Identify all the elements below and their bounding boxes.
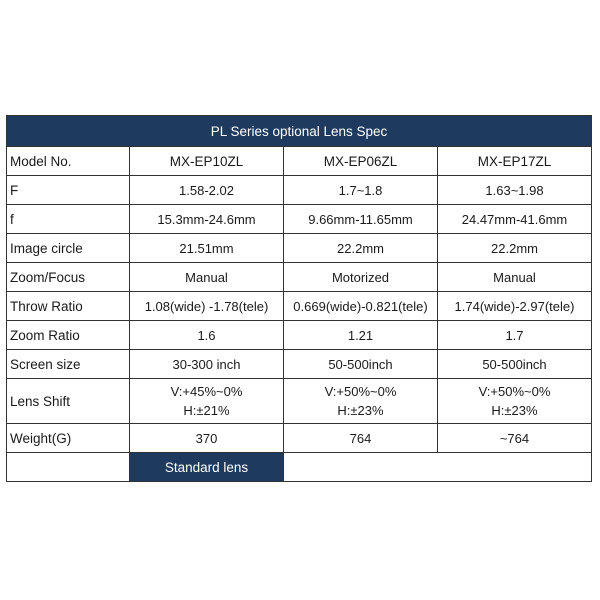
model-name: MX-EP17ZL [438,147,592,176]
spec-row-zoom-focus [7,263,592,292]
spec-cell: 9.66mm-11.65mm [284,205,438,234]
footer-row [7,453,592,482]
spec-row-focal-length [7,205,592,234]
spec-row-zoom-ratio [7,321,592,350]
lens-shift-cell [284,379,438,424]
spec-row-screen-size [7,350,592,379]
row-label: Screen size [7,350,130,379]
lens-spec-table [6,115,592,482]
row-label: Image circle [7,234,130,263]
row-label: Lens Shift [7,379,130,424]
spec-cell: 22.2mm [438,234,592,263]
lens-shift-horizontal: H:±21% [183,403,230,418]
spec-cell: Manual [438,263,592,292]
lens-shift-cell [130,379,284,424]
lens-shift-horizontal: H:±23% [337,403,384,418]
spec-cell: 1.74(wide)-2.97(tele) [438,292,592,321]
spec-row-throw-ratio [7,292,592,321]
model-name: MX-EP10ZL [130,147,284,176]
lens-shift-vertical: V:+45%~0% [170,384,243,399]
spec-cell: 1.63~1.98 [438,176,592,205]
row-label: Throw Ratio [7,292,130,321]
lens-shift-horizontal: H:±23% [491,403,538,418]
spec-cell: 30-300 inch [130,350,284,379]
spec-cell: 1.7~1.8 [284,176,438,205]
spec-row-image-circle [7,234,592,263]
spec-cell: 15.3mm-24.6mm [130,205,284,234]
lens-shift-cell [438,379,592,424]
row-label: f [7,205,130,234]
empty-cell [7,453,130,482]
spec-cell: 1.7 [438,321,592,350]
row-label: Zoom/Focus [7,263,130,292]
model-header-row [7,147,592,176]
model-no-label: Model No. [7,147,130,176]
row-label: F [7,176,130,205]
standard-lens-badge: Standard lens [130,453,284,482]
table-title: PL Series optional Lens Spec [7,116,592,147]
spec-cell: ~764 [438,424,592,453]
empty-cell [284,453,592,482]
spec-cell: Motorized [284,263,438,292]
spec-cell: 1.6 [130,321,284,350]
lens-shift-vertical: V:+50%~0% [478,384,551,399]
row-label: Weight(G) [7,424,130,453]
spec-cell: 1.08(wide) -1.78(tele) [130,292,284,321]
spec-cell: 0.669(wide)-0.821(tele) [284,292,438,321]
spec-cell: 22.2mm [284,234,438,263]
spec-row-f-number [7,176,592,205]
lens-shift-vertical: V:+50%~0% [324,384,397,399]
spec-row-lens-shift [7,379,592,424]
model-name: MX-EP06ZL [284,147,438,176]
row-label: Zoom Ratio [7,321,130,350]
spec-cell: 50-500inch [438,350,592,379]
spec-cell: 21.51mm [130,234,284,263]
spec-cell: 1.58-2.02 [130,176,284,205]
spec-cell: 764 [284,424,438,453]
spec-cell: 50-500inch [284,350,438,379]
spec-cell: 24.47mm-41.6mm [438,205,592,234]
spec-row-weight [7,424,592,453]
spec-cell: Manual [130,263,284,292]
title-row [7,116,592,147]
spec-cell: 370 [130,424,284,453]
spec-cell: 1.21 [284,321,438,350]
